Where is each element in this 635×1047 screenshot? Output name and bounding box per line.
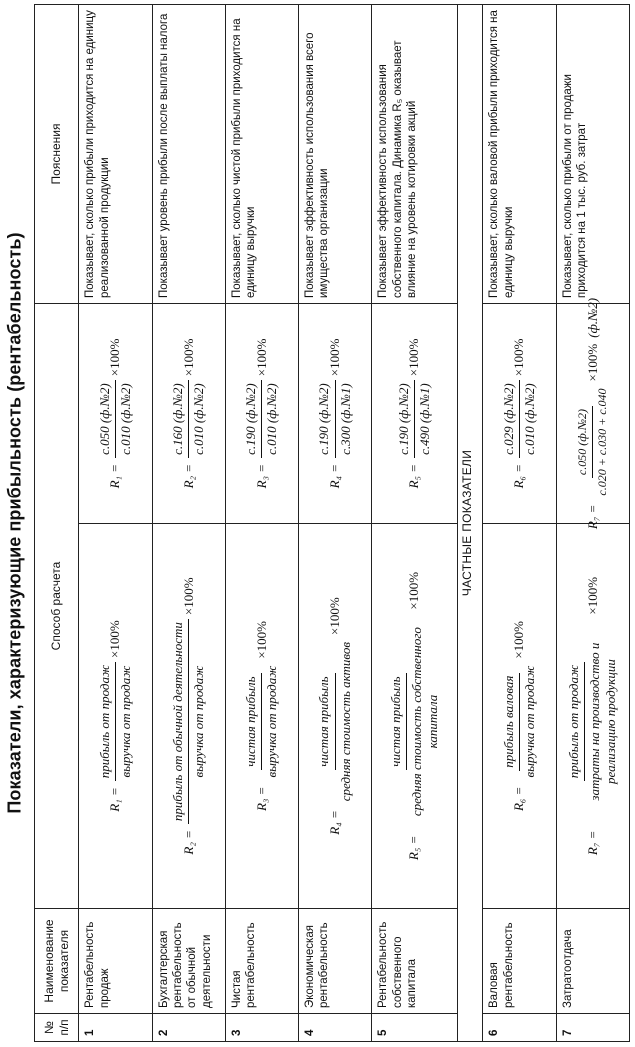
header-name: Наименование показателя <box>35 909 79 1014</box>
calc-formula <box>225 303 298 523</box>
table-header-row <box>35 5 79 1042</box>
formula-multiplier: ×100% <box>253 620 269 659</box>
calc-denominator: с.010 (ф.№2) <box>264 383 280 455</box>
calc-multiplier: ×100% <box>180 338 196 377</box>
calc-multiplier: ×100% <box>511 338 527 377</box>
indicator-name: Рентабельность собственного капитала <box>372 909 458 1014</box>
table-row <box>152 5 225 1042</box>
calc-lhs: R₄ = <box>326 463 342 489</box>
formula-denominator: средняя стоимость активов <box>337 641 353 802</box>
formula-numerator: чистая прибыль <box>316 673 335 769</box>
formula-multiplier: ×100% <box>584 576 600 615</box>
calc-multiplier: ×100% <box>326 338 342 377</box>
calc-numerator: с.050 (ф.№2) <box>575 406 593 478</box>
explanation: Показывает, сколько чистой прибыли приходится на единицу выручки <box>225 5 298 304</box>
calc-denominator: с.010 (ф.№2) <box>191 383 207 455</box>
calc-denominator: с.010 (ф.№2) <box>117 383 133 455</box>
formula-denominator: средняя стоимость собственного капитала <box>408 627 441 817</box>
formula-denominator: затраты на производство и реализацию продукции <box>587 642 619 801</box>
formula-denominator: выручка от продаж <box>522 665 538 778</box>
method-formula <box>225 524 298 909</box>
formula-numerator: прибыль валовая <box>501 673 520 771</box>
formula-denominator: выручка от продаж <box>191 665 207 778</box>
section-row <box>457 5 483 1042</box>
calc-denominator: с.490 (ф.№1) <box>416 383 432 455</box>
calc-formula <box>298 303 371 523</box>
formula-numerator: чистая прибыль <box>388 673 407 769</box>
table-row <box>298 5 371 1042</box>
formula-lhs: R₁ = <box>107 787 123 812</box>
method-formula <box>152 524 225 909</box>
method-formula <box>79 524 152 909</box>
explanation: Показывает, сколько прибыли от продажи приходится на 1 тыс. руб. затрат <box>556 5 629 304</box>
formula-lhs: R₃ = <box>253 786 269 812</box>
formula-numerator: чистая прибыль <box>243 673 262 769</box>
formula-numerator: прибыль от обычной деятельности <box>170 619 189 824</box>
row-number: 1 <box>79 1014 152 1042</box>
formula-lhs: R₇ = <box>584 830 600 856</box>
indicator-name: Затратоотдача <box>556 909 629 1014</box>
calc-lhs: R₃ = <box>253 463 269 489</box>
row-number: 4 <box>298 1014 371 1042</box>
header-method: Способ расчета <box>35 303 79 908</box>
calc-multiplier: ×100% <box>406 338 422 377</box>
calc-denominator: с.300 (ф.№1) <box>337 383 353 455</box>
calc-formula <box>483 303 556 523</box>
explanation: Показывает эффективность использования всего имущества организации <box>298 5 371 304</box>
calc-numerator: с.160 (ф.№2) <box>170 380 189 458</box>
page-title-strip <box>0 0 30 1047</box>
indicator-name: Экономическая рентабельность <box>298 909 371 1014</box>
indicator-name: Чистая рентабельность <box>225 909 298 1014</box>
calc-formula <box>79 303 152 523</box>
calc-numerator: с.190 (ф.№2) <box>243 380 262 458</box>
explanation: Показывает эффективность использования собственного капитала. Динамика R₅ оказывает влияние на уровень котировки акций <box>372 5 458 304</box>
row-number: 5 <box>372 1014 458 1042</box>
table-row <box>483 5 556 1042</box>
calc-numerator: с.190 (ф.№2) <box>396 380 415 458</box>
formula-numerator: прибыль от продаж <box>566 662 585 781</box>
calc-lhs: R₆ = <box>511 463 527 489</box>
calc-numerator: с.050 (ф.№2) <box>97 380 116 458</box>
calc-denominator: с.020 + с.030 + с.040 <box>595 388 610 496</box>
row-number: 6 <box>483 1014 556 1042</box>
calc-form-ref: (ф.№2) <box>584 297 600 338</box>
formula-denominator: выручка от продаж <box>264 665 280 778</box>
calc-multiplier: ×100% <box>584 343 600 382</box>
formula-lhs: R₆ = <box>511 786 527 812</box>
rotated-table-sheet <box>34 4 630 1042</box>
calc-numerator: с.190 (ф.№2) <box>316 380 335 458</box>
method-formula <box>483 524 556 909</box>
calc-formula <box>152 303 225 523</box>
row-number: 2 <box>152 1014 225 1042</box>
method-formula <box>298 524 371 909</box>
formula-lhs: R₂ = <box>180 830 196 855</box>
explanation: Показывает, сколько валовой прибыли приходится на единицу выручки <box>483 5 556 304</box>
formula-lhs: R₄ = <box>326 810 342 835</box>
formula-multiplier: ×100% <box>180 577 196 616</box>
method-formula <box>556 524 629 909</box>
calc-numerator: с.029 (ф.№2) <box>501 380 520 458</box>
formula-multiplier: ×100% <box>326 597 342 635</box>
header-num: № п/п <box>35 1014 79 1042</box>
formula-multiplier: ×100% <box>107 620 123 658</box>
row-number: 3 <box>225 1014 298 1042</box>
formula-multiplier: ×100% <box>511 620 527 659</box>
indicator-name: Бухгалтерская рентабельность от обычной деятельности <box>152 909 225 1014</box>
row-number: 7 <box>556 1014 629 1042</box>
method-formula <box>372 524 458 909</box>
explanation: Показывает уровень прибыли после выплаты налога <box>152 5 225 304</box>
header-explanation: Пояснения <box>35 5 79 304</box>
table-row <box>556 5 629 1042</box>
profitability-table <box>34 4 630 1042</box>
indicator-name: Валовая рентабельность <box>483 909 556 1014</box>
calc-lhs: R₁ = <box>107 463 123 489</box>
calc-lhs: R₂ = <box>180 463 196 489</box>
calc-lhs: R₇ = <box>584 504 600 530</box>
formula-lhs: R₅ = <box>406 835 422 861</box>
calc-denominator: с.010 (ф.№2) <box>522 383 538 455</box>
table-row <box>372 5 458 1042</box>
calc-multiplier: ×100% <box>253 338 269 377</box>
calc-multiplier: ×100% <box>107 338 123 377</box>
indicator-name: Рентабельность продаж <box>79 909 152 1014</box>
explanation: Показывает, сколько прибыли приходится на единицу реализованной продукции <box>79 5 152 304</box>
page-title: Показатели, характеризующие прибыльность (рентабельность) <box>4 232 25 814</box>
section-label: ЧАСТНЫЕ ПОКАЗАТЕЛИ <box>457 5 483 1042</box>
formula-denominator: выручка от продаж <box>117 665 133 778</box>
calc-lhs: R₅ = <box>406 463 422 489</box>
formula-numerator: прибыль от продаж <box>97 662 116 781</box>
table-row <box>79 5 152 1042</box>
formula-multiplier: ×100% <box>406 571 422 610</box>
table-row <box>225 5 298 1042</box>
calc-formula <box>372 303 458 523</box>
calc-formula <box>556 297 629 530</box>
